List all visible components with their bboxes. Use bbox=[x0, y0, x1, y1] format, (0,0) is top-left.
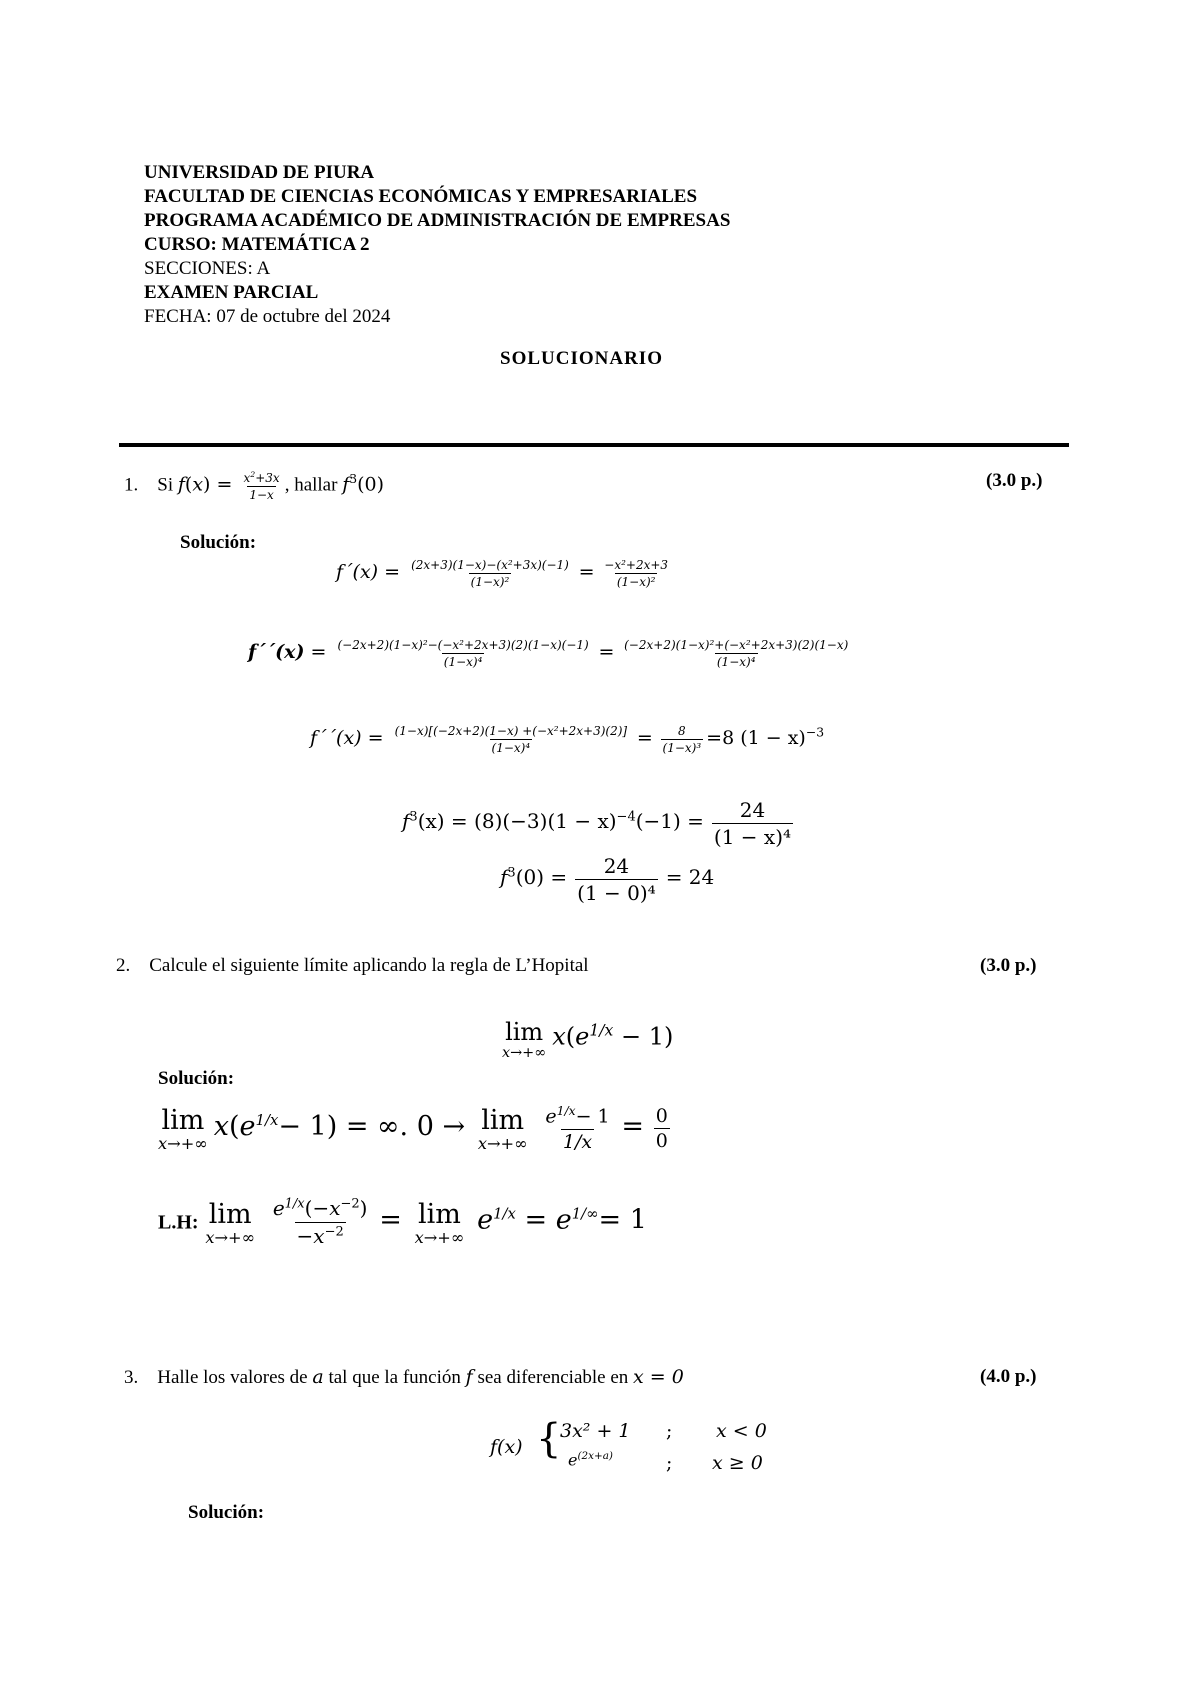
divider-rule bbox=[119, 443, 1069, 447]
q1-eq3-num2: 8 bbox=[678, 724, 686, 738]
q2-lhopital-step: L.H: lim x→+∞ $\frac{e^{1/x}(-x^{-2})}{-x^{-2}}$ = lim x→+∞ $e^{1/x} = e^{1/\infty}= 1$ bbox=[158, 1196, 647, 1248]
q1-number: 1. bbox=[124, 474, 139, 496]
q1-eq-second-simplified: f´´(x) = $\frac{\text{(1−x)[(−2x+2)(1−x) +(−x²+2x+3)(2)]}}{\text{(1−x)⁴}}$ = $\frac{8}{\text{(1−x)³}}$ =8 $(1 - x)^{-3}$ bbox=[310, 724, 825, 755]
q1-eq2-num1: (−2x+2)(1−x)²−(−x²+2x+3)(2)(1−x)(−1) bbox=[337, 638, 589, 652]
sections: SECCIONES: A bbox=[144, 258, 271, 279]
q1-eq5-lhs: (0) = bbox=[515, 865, 568, 890]
q1-eq3-exp: −3 bbox=[805, 725, 825, 740]
exam-type: EXAMEN PARCIAL bbox=[144, 282, 319, 303]
q1-eq5-den: (1 − 0)⁴ bbox=[577, 881, 656, 905]
q1-eq1-num2: −x²+2x+3 bbox=[604, 558, 669, 572]
q1-eq2-den2: (1−x)⁴ bbox=[716, 655, 756, 669]
q1-eq4-mid: (−1) = bbox=[635, 809, 704, 834]
q1-points: (3.0 p.) bbox=[986, 470, 1043, 491]
q1-eq2-num2: (−2x+2)(1−x)²+(−x²+2x+3)(2)(1−x) bbox=[624, 638, 849, 652]
q1-eq3-den1: (1−x)⁴ bbox=[491, 741, 531, 755]
q2-lim-sub: x→+∞ bbox=[502, 1045, 547, 1061]
q3-number: 3. bbox=[124, 1367, 139, 1388]
q1-eq-third-derivative: $f^3(x) = (8)(-3)(1 - x)^{-4}(-1)$ = $\frac{24}{\text{(1 − x)⁴}}$ bbox=[402, 798, 792, 849]
q2-text: Calcule el siguiente límite aplicando la regla de L’Hopital bbox=[149, 955, 589, 976]
q2-lim: lim bbox=[505, 1018, 544, 1046]
q1-eq1-den1: (1−x)² bbox=[470, 575, 510, 589]
q1-eq4-den: (1 − x)⁴ bbox=[713, 825, 792, 849]
q1-eq4-lhs: (x) = (8)(−3)(1 − x) bbox=[417, 809, 617, 834]
q1-eq4-num: 24 bbox=[739, 798, 766, 822]
q1-eq1-num1: (2x+3)(1−x)−(x²+3x)(−1) bbox=[411, 558, 569, 572]
q1-si: Si bbox=[157, 474, 174, 496]
q2-lh-tail: = 1 bbox=[598, 1204, 647, 1236]
q2-statement bbox=[116, 955, 589, 977]
q1-eq2-den1: (1−x)⁴ bbox=[443, 655, 483, 669]
course-name: CURSO: MATEMÁTICA 2 bbox=[144, 234, 370, 255]
q3-points: (4.0 p.) bbox=[980, 1366, 1037, 1387]
q1-solution-label: Solución: bbox=[180, 532, 257, 553]
q1-eq1-den2: (1−x)² bbox=[616, 575, 656, 589]
q3-statement: 3. Halle los valores de a tal que la función f sea diferenciable en x = 0 bbox=[124, 1366, 684, 1388]
q2-lh-label: L.H: bbox=[158, 1211, 199, 1234]
q1-eq-first-derivative: f´(x) = $\frac{\text{(2x+3)(1−x)−(x²+3x)(−1)}}{\text{(1−x)²}}$ = $\frac{\text{−x²+2x+3}}{\text{(1−x)²}}$ bbox=[336, 558, 669, 589]
q3-piece1: 3x² + 1 bbox=[560, 1420, 631, 1442]
q1-eq-second-derivative: f´´(x) = $\frac{\text{(−2x+2)(1−x)²−(−x²+2x+3)(2)(1−x)(−1)}}{\text{(1−x)⁴}}$ = $\frac{\text{(−2x+2)(1−x)²+(−x²+2x+3)(2)(1−x)}}{\text{(1−x)⁴}}$ bbox=[248, 638, 849, 669]
q1-eq5-num: 24 bbox=[603, 854, 630, 878]
q3-condition: x = 0 bbox=[633, 1366, 684, 1388]
q2-solution-label: Solución: bbox=[158, 1068, 235, 1089]
university-name: UNIVERSIDAD DE PIURA bbox=[144, 162, 375, 183]
q3-piece1-cond: x < 0 bbox=[716, 1420, 767, 1442]
q1-eq3-num1: (1−x)[(−2x+2)(1−x) +(−x²+2x+3)(2)] bbox=[394, 724, 628, 738]
q2-step1-rhs: − 1) = ∞. 0 → bbox=[278, 1110, 466, 1142]
q2-number: 2. bbox=[116, 955, 131, 976]
q2-points: (3.0 p.) bbox=[980, 955, 1037, 976]
page-title: SOLUCIONARIO bbox=[500, 348, 663, 369]
q3-piece2-cond: x ≥ 0 bbox=[712, 1452, 763, 1474]
q1-eq5-rhs: = 24 bbox=[665, 865, 715, 890]
q1-hallar: , hallar bbox=[284, 474, 338, 496]
exam-date: FECHA: 07 de octubre del 2024 bbox=[144, 306, 391, 327]
q3-solution-label: Solución: bbox=[188, 1502, 265, 1523]
q1-eq-final: $f^3(0)$ = $\frac{24}{\text{(1 − 0)⁴}}$ = 24 bbox=[500, 854, 715, 905]
program-name: PROGRAMA ACADÉMICO DE ADMINISTRACIÓN DE EMPRESAS bbox=[144, 210, 731, 231]
q2-limit-expression: lim x→+∞ $x(e^{1/x} - 1)$ bbox=[502, 1018, 674, 1061]
q1-eq3-tail: =8 (1 − x) bbox=[706, 726, 806, 749]
q1-statement: 1. Si f(x) = $\frac{x^2+3x}{1-x}$ , hallar $f^3(0)$ bbox=[124, 470, 385, 502]
q2-step1: lim x→+∞ $x(e^{1/x}- 1)$ = ∞. 0 → lim x→+∞ $\frac{e^{1/x}- 1}{1/x}$ = $\frac{0}{0}$ bbox=[158, 1104, 668, 1154]
faculty-name: FACULTAD DE CIENCIAS ECONÓMICAS Y EMPRESARIALES bbox=[144, 186, 698, 207]
q1-eq3-den2: (1−x)³ bbox=[662, 741, 702, 755]
q3-piece2: e bbox=[568, 1450, 578, 1470]
